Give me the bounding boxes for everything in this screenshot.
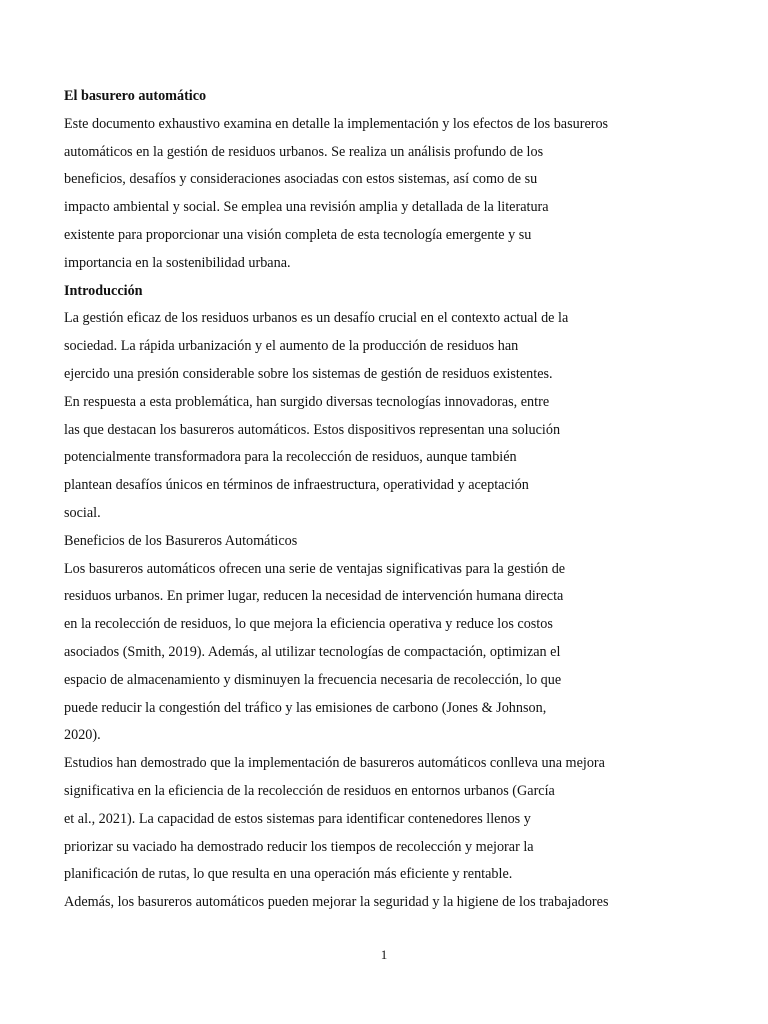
- intro-line: En respuesta a esta problemática, han surgido diversas tecnologías innovadoras, entre: [64, 393, 550, 410]
- abstract-line: impacto ambiental y social. Se emplea una revisión amplia y detallada de la literatura: [64, 199, 549, 216]
- abstract-line: existente para proporcionar una visión completa de esta tecnología emergente y su: [64, 226, 532, 243]
- benefits-line: Además, los basureros automáticos pueden mejorar la seguridad y la higiene de los trabajadores: [64, 894, 609, 911]
- benefits-line: puede reducir la congestión del tráfico y las emisiones de carbono (Jones & Johnson,: [64, 699, 547, 716]
- benefits-line: priorizar su vaciado ha demostrado reducir los tiempos de recolección y mejorar la: [64, 838, 534, 855]
- document-title: El basurero automático: [64, 88, 207, 104]
- document-body: [64, 83, 724, 917]
- intro-line: plantean desafíos únicos en términos de infraestructura, operatividad y aceptación: [64, 477, 529, 494]
- benefits-line: significativa en la eficiencia de la recolección de residuos en entornos urbanos (García: [64, 782, 555, 799]
- page-number: 1: [380, 947, 388, 962]
- intro-line: potencialmente transformadora para la recolección de residuos, aunque también: [64, 449, 517, 466]
- abstract-line: Este documento exhaustivo examina en detalle la implementación y los efectos de los basureros: [64, 115, 609, 132]
- benefits-line: Los basureros automáticos ofrecen una serie de ventajas significativas para la gestión de: [64, 560, 566, 577]
- intro-line: ejercido una presión considerable sobre los sistemas de gestión de residuos existentes.: [64, 365, 553, 382]
- intro-line: las que destacan los basureros automáticos. Estos dispositivos representan una solución: [64, 421, 561, 438]
- intro-line: social.: [64, 504, 101, 521]
- benefits-line: planificación de rutas, lo que resulta en una operación más eficiente y rentable.: [64, 866, 513, 883]
- intro-line: La gestión eficaz de los residuos urbanos es un desafío crucial en el contexto actual de la: [64, 310, 569, 327]
- benefits-line: en la recolección de residuos, lo que mejora la eficiencia operativa y reduce los costos: [64, 616, 553, 633]
- benefits-line: espacio de almacenamiento y disminuyen la frecuencia necesaria de recolección, lo que: [64, 671, 562, 688]
- benefits-line: residuos urbanos. En primer lugar, reducen la necesidad de intervención humana directa: [64, 588, 564, 605]
- benefits-heading: Beneficios de los Basureros Automáticos: [64, 532, 298, 549]
- abstract-line: automáticos en la gestión de residuos urbanos. Se realiza un análisis profundo de los: [64, 143, 544, 160]
- abstract-line: beneficios, desafíos y consideraciones asociadas con estos sistemas, así como de su: [64, 171, 538, 188]
- intro-line: sociedad. La rápida urbanización y el aumento de la producción de residuos han: [64, 338, 519, 355]
- abstract-line: importancia en la sostenibilidad urbana.: [64, 254, 291, 271]
- benefits-line: Estudios han demostrado que la implementación de basureros automáticos conlleva una mejora: [64, 755, 605, 772]
- benefits-line: 2020).: [64, 727, 101, 744]
- intro-heading: Introducción: [64, 282, 143, 299]
- benefits-line: asociados (Smith, 2019). Además, al utilizar tecnologías de compactación, optimizan el: [64, 643, 561, 660]
- benefits-line: et al., 2021). La capacidad de estos sistemas para identificar contenedores llenos y: [64, 810, 531, 827]
